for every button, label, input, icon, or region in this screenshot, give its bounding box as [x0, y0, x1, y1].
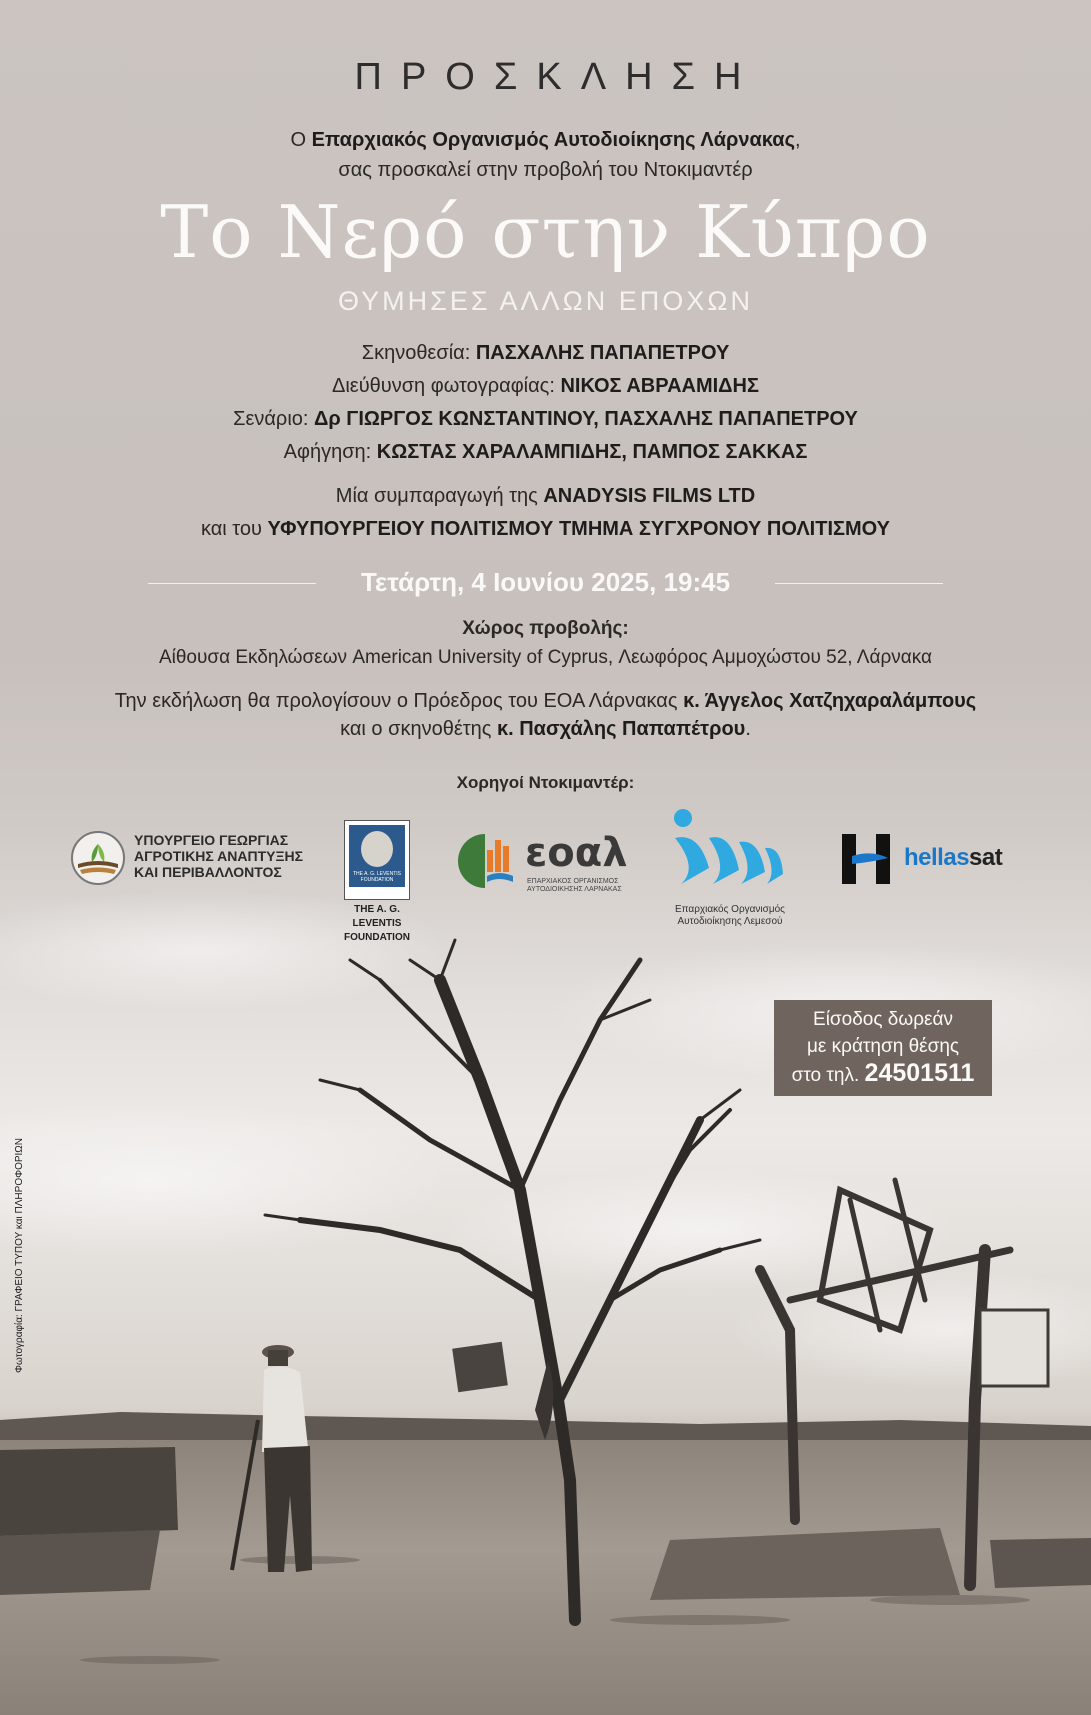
screening-date: Τετάρτη, 4 Ιουνίου 2025, 19:45: [360, 567, 731, 597]
leventis-logo: [334, 820, 420, 943]
prologue-prefix: Την εκδήλωση θα προλογίσουν ο Πρόεδρος του ΕΟΑ Λάρνακας: [114, 690, 678, 712]
leventis-emblem: [344, 820, 410, 900]
ministry-line: ΥΠΟΥΡΓΕΙΟ ΓΕΩΡΓΙΑΣ: [134, 832, 289, 848]
invitation-heading: ΠΡΟΣΚΛΗΣΗ: [354, 56, 761, 98]
eoal-emblem-icon: [455, 830, 515, 892]
credit-name: ΝΙΚΟΣ ΑΒΡΑΑΜΙΔΗΣ: [560, 375, 760, 397]
eoal-subtitle: ΕΠΑΡΧΙΑΚΟΣ ΟΡΓΑΝΙΣΜΟΣ: [527, 878, 619, 885]
prologue-prefix: και ο σκηνοθέτης: [340, 718, 492, 740]
portrait-medallion-icon: [361, 831, 393, 867]
credit-narration: [0, 441, 1091, 464]
prologue-line-1: [0, 690, 1091, 713]
venue-address: Αίθουσα Εκδηλώσεων American University of Cyprus, Λεωφόρος Αμμοχώστου 52, Λάρνακα: [158, 647, 933, 668]
ministry-line: ΚΑΙ ΠΕΡΙΒΑΛΛΟΝΤΟΣ: [134, 864, 282, 880]
prologue-line-2: [0, 718, 1091, 741]
credit-role: Αφήγηση:: [283, 441, 372, 463]
entry-phone-prefix: στο τηλ.: [791, 1065, 860, 1086]
production-prefix: και του: [200, 518, 262, 540]
production-company: ANADYSIS FILMS LTD: [543, 485, 756, 507]
lemesos-logo: [665, 808, 795, 933]
credit-role: Σκηνοθεσία:: [361, 342, 471, 364]
eoal-name: εοαλ: [525, 830, 628, 876]
bucket-on-tree: [452, 1342, 508, 1393]
production-line-1: [0, 485, 1091, 508]
entry-line: με κράτηση θέσης: [806, 1036, 960, 1057]
intro-line: [0, 129, 1091, 152]
hellassat-name-part: hellas: [904, 844, 970, 871]
credit-name: Δρ ΓΙΩΡΓΟΣ ΚΩΝΣΤΑΝΤΙΝΟΥ, ΠΑΣΧΑΛΗΣ ΠΑΠΑΠΕΤΡΟΥ: [314, 408, 858, 430]
film-title: Το Νερό στην Κύπρο: [160, 190, 931, 274]
director-name: κ. Πασχάλης Παπαπέτρου: [496, 718, 746, 740]
credit-role: Σενάριο:: [233, 408, 309, 430]
sponsors-label: Χορηγοί Ντοκιμαντέρ:: [456, 773, 635, 792]
credit-script: [0, 408, 1091, 431]
leventis-name: THE A. G. LEVENTIS: [352, 904, 402, 929]
lemesos-name: Επαρχιακός Οργανισμός: [675, 904, 785, 915]
film-subtitle: ΘΥΜΗΣΕΣ ΑΛΛΩΝ ΕΠΟΧΩΝ: [338, 286, 753, 316]
production-ministry: ΥΦΥΠΟΥΡΓΕΙΟΥ ΠΟΛΙΤΙΣΜΟΥ ΤΜΗΜΑ ΣΥΓΧΡΟΝΟΥ ΠΟΛΙΤΙΣΜΟΥ: [267, 518, 891, 540]
hellassat-name: [904, 844, 1002, 872]
prologue-suffix: .: [745, 718, 751, 740]
hellassat-logo: [842, 834, 1032, 884]
credit-director: [0, 342, 1091, 365]
water-bucket: [980, 1310, 1048, 1386]
venue-label: Χώρος προβολής:: [462, 618, 629, 639]
eoal-logo: [455, 830, 635, 900]
production-line-2: [0, 518, 1091, 541]
president-name: κ. Άγγελος Χατζηχαραλάμπους: [683, 690, 977, 712]
leventis-inner-text: FOUNDATION: [360, 877, 394, 883]
free-entry-box: [774, 1000, 992, 1096]
leventis-name: FOUNDATION: [344, 932, 410, 943]
credit-photography: [0, 375, 1091, 398]
organizer-name: Επαρχιακός Οργανισμός Αυτοδιοίκησης Λάρνακας: [311, 129, 795, 151]
photo-credit: Φωτογραφία: ΓΡΑΦΕΙΟ ΤΥΠΟΥ και ΠΛΗΡΟΦΟΡΙΩΝ: [14, 1137, 25, 1373]
hellassat-name-part: sat: [969, 844, 1003, 871]
credit-role: Διεύθυνση φωτογραφίας:: [331, 375, 555, 397]
hellassat-h-icon: [842, 834, 892, 884]
intro-suffix: ,: [794, 129, 801, 151]
production-prefix: Μία συμπαραγωγή της: [335, 485, 538, 507]
credit-name: ΚΩΣΤΑΣ ΧΑΡΑΛΑΜΠΙΔΗΣ, ΠΑΜΠΟΣ ΣΑΚΚΑΣ: [376, 441, 808, 463]
ministry-logo: [70, 828, 310, 888]
lemesos-wave-icon: [669, 808, 787, 888]
ministry-emblem-icon: [70, 830, 126, 886]
intro-prefix: Ο: [290, 129, 307, 151]
ministry-line: ΑΓΡΟΤΙΚΗΣ ΑΝΑΠΤΥΞΗΣ: [134, 848, 304, 864]
entry-phone-line: [774, 1060, 992, 1089]
credit-name: ΠΑΣΧΑΛΗΣ ΠΑΠΑΠΕΤΡΟΥ: [475, 342, 730, 364]
lemesos-name: Αυτοδιοίκησης Λεμεσού: [677, 916, 783, 927]
stone-block: [0, 1447, 178, 1536]
intro-line-2: σας προσκαλεί στην προβολή του Ντοκιμαντέρ: [338, 159, 753, 181]
phone-number: 24501511: [864, 1059, 975, 1087]
eoal-subtitle: ΑΥΤΟΔΙΟΙΚΗΣΗΣ ΛΑΡΝΑΚΑΣ: [527, 886, 622, 893]
date-divider-right: [775, 583, 943, 584]
leventis-inner-text: THE A. G. LEVENTIS: [352, 871, 402, 877]
entry-line: Είσοδος δωρεάν: [813, 1009, 953, 1030]
